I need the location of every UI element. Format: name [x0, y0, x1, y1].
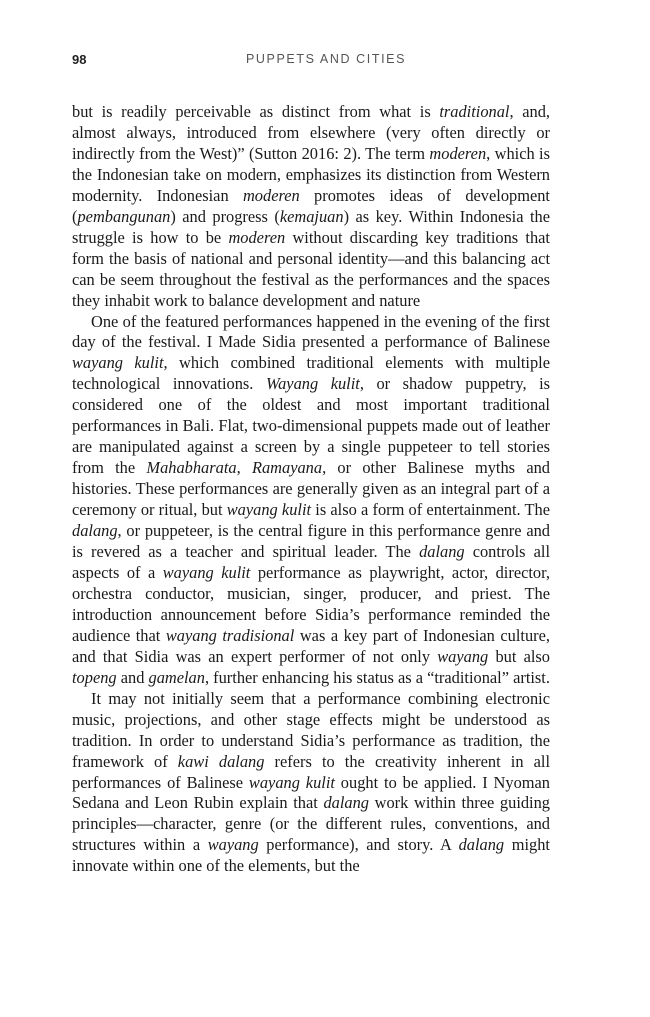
italic-run: gamelan [148, 667, 205, 687]
text-run: without discarding key traditions that form the basis of national and personal identity—and this balancing act can be seem throughout the festival as the performances and the spaces they inhabit work to balance development and nature [72, 227, 550, 310]
italic-run: moderen [242, 185, 300, 205]
italic-run: wayang kulit [248, 772, 335, 792]
text-run: , or puppeteer, is the central figure in this performance genre and is revered as a teacher and spiritual leader. The [72, 521, 550, 562]
text-run: work within three guiding principles—character, genre (or the different rules, conventions, and structures within a [72, 793, 551, 855]
italic-run: Wayang kulit [265, 374, 360, 394]
text-run: was a key part of Indonesian culture, and that Sidia was an expert performer of not only [72, 625, 550, 666]
paragraph [72, 102, 550, 312]
running-head: PUPPETS AND CITIES [245, 52, 407, 66]
italic-run: traditional [439, 102, 510, 121]
text-run: refers to the creativity inherent in all performances of Balinese [72, 751, 551, 792]
italic-run: dalang [458, 835, 505, 855]
text-run: , and, almost always, introduced from elsewhere (very often directly or indirectly from the West)” (Sutton 2016: 2). The term [72, 102, 550, 163]
italic-run: dalang [323, 793, 369, 813]
text-run: performance), and story. A [258, 835, 459, 855]
italic-run: Mahabharata [146, 458, 237, 478]
text-run: , which is the Indonesian take on modern, emphasizes its distinction from Western modernity. Indonesian [72, 143, 550, 205]
italic-run: topeng [72, 667, 117, 687]
text-run: but also [488, 646, 551, 666]
text-run: might innovate within one of the elements, but the [72, 835, 550, 876]
italic-run: kawi dalang [177, 751, 265, 771]
italic-run: wayang kulit [72, 353, 164, 373]
text-run: is also a form of entertainment. The [311, 500, 551, 520]
text-run: , or shadow puppetry, is considered one of the oldest and most important traditional performances in Bali. Flat, two-dimensional puppets made out of leather are manipulated against a screen by a single puppeteer to tell stories from the [72, 374, 551, 478]
text-run: It may not initially seem that a performance combining electronic music, projections, and other stage effects might be understood as tradition. In order to understand Sidia’s performance as tradition, the framework of [72, 688, 550, 771]
italic-run: wayang kulit [162, 562, 251, 582]
text-run: performance as playwright, actor, director, orchestra conductor, musician, singer, producer, and priest. The introduction announcement before Sidia’s performance reminded the audience that [72, 562, 551, 645]
text-run: ) and progress ( [170, 206, 280, 226]
text-run: One of the featured performances happened in the evening of the first day of the festival. I Made Sidia presented a performance of Balinese [72, 311, 550, 352]
text-run: , [236, 458, 252, 478]
italic-run: wayang [437, 646, 489, 666]
body-text [72, 102, 550, 877]
text-run: promotes ideas of development ( [72, 185, 550, 226]
italic-run: wayang tradisional [165, 625, 295, 645]
italic-run: moderen [429, 143, 487, 163]
page-number: 98 [72, 52, 87, 67]
text-run: ought to be applied. I Nyoman Sedana and Leon Rubin explain that [72, 772, 550, 813]
paragraph [72, 312, 550, 689]
italic-run: wayang [207, 835, 259, 855]
italic-run: Ramayana [251, 458, 323, 478]
italic-run: moderen [228, 227, 286, 247]
text-run: , which combined traditional elements with multiple technological innovations. [72, 353, 551, 394]
text-run: ) as key. Within Indonesia the struggle is how to be [72, 206, 550, 247]
text-run: , further enhancing his status as a “traditional” artist. [204, 667, 550, 687]
text-run: but is readily perceivable as distinct from what is [72, 102, 440, 121]
italic-run: dalang [72, 521, 118, 541]
paragraph [72, 689, 550, 878]
text-run: , or other Balinese myths and histories. These performances are generally given as an integral part of a ceremony or ritual, but [72, 458, 550, 520]
italic-run: wayang kulit [226, 500, 312, 520]
text-run: controls all aspects of a [72, 542, 550, 582]
italic-run: dalang [419, 542, 465, 562]
page-header [72, 52, 580, 74]
text-run: and [116, 667, 149, 687]
italic-run: pembangunan [77, 206, 171, 226]
italic-run: kemajuan [279, 206, 344, 226]
